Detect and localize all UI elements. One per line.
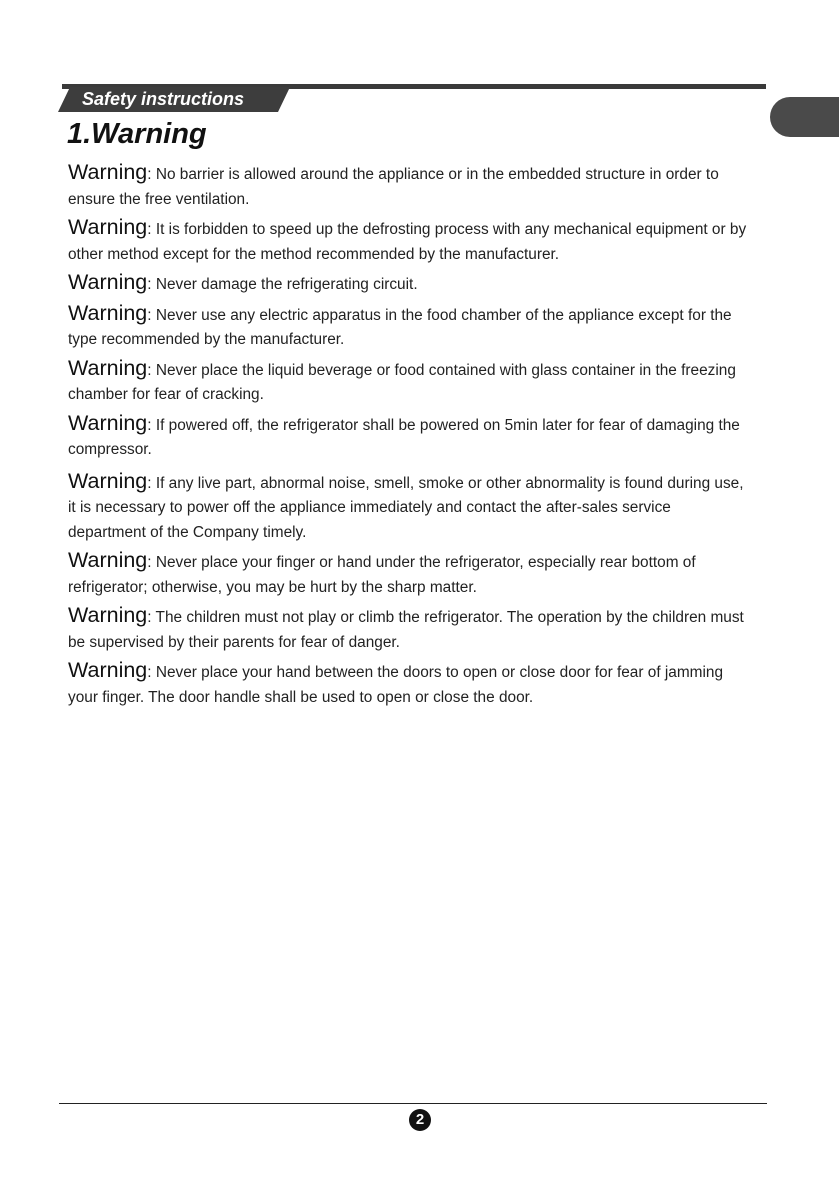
warning-separator: : bbox=[147, 416, 156, 434]
warning-label: Warning bbox=[68, 270, 148, 294]
warning-item bbox=[68, 160, 748, 212]
side-thumb-tab bbox=[770, 97, 839, 137]
warning-text: If powered off, the refrigerator shall be powered on 5min later for fear of damaging the compressor. bbox=[68, 416, 740, 458]
warning-separator: : bbox=[147, 664, 156, 681]
warning-label: Warning bbox=[68, 468, 148, 493]
warning-item bbox=[68, 603, 748, 655]
warning-text: Never use any electric apparatus in the food chamber of the appliance except for the type recommended by the manufacturer. bbox=[68, 306, 732, 348]
warning-label: Warning bbox=[68, 548, 148, 572]
warning-separator: : bbox=[147, 474, 156, 492]
warning-separator: : bbox=[147, 166, 156, 183]
page-title: 1.Warning bbox=[67, 118, 207, 150]
warning-item bbox=[68, 548, 748, 600]
warning-separator: : bbox=[147, 276, 156, 293]
warning-item bbox=[68, 270, 748, 298]
warning-text: No barrier is allowed around the appliance or in the embedded structure in order to ensure the free ventilation. bbox=[68, 166, 719, 208]
page-number: 2 bbox=[409, 1109, 431, 1131]
warning-item bbox=[68, 469, 748, 546]
warning-label: Warning bbox=[68, 355, 148, 380]
warning-text: The children must not play or climb the refrigerator. The operation by the children must be supervised by their parents for fear of danger. bbox=[68, 609, 744, 651]
warning-item bbox=[68, 411, 748, 463]
warning-text: Never place the liquid beverage or food contained with glass container in the freezing chamber for fear of cracking. bbox=[68, 361, 736, 403]
warning-label: Warning bbox=[68, 410, 148, 435]
warning-label: Warning bbox=[68, 300, 148, 325]
warning-separator: : bbox=[147, 361, 156, 379]
warning-item bbox=[68, 356, 748, 408]
footer-rule bbox=[59, 1103, 767, 1104]
warning-item bbox=[68, 301, 748, 353]
warning-label: Warning bbox=[68, 603, 148, 627]
warning-text: Never damage the refrigerating circuit. bbox=[155, 276, 418, 293]
warning-separator: : bbox=[147, 609, 156, 626]
warning-item bbox=[68, 658, 748, 710]
warning-separator: : bbox=[147, 221, 156, 238]
warning-label: Warning bbox=[68, 215, 148, 239]
warning-list bbox=[68, 160, 748, 713]
warning-label: Warning bbox=[68, 160, 148, 184]
warning-text: Never place your hand between the doors to open or close door for fear of jamming your finger. The door handle shall be used to open or close the door. bbox=[68, 664, 724, 706]
warning-text: If any live part, abnormal noise, smell, smoke or other abnormality is found during use, it is necessary to power off the appliance immediately and contact the after-sales service department of the Company timely. bbox=[68, 474, 744, 541]
warning-text: Never place your finger or hand under the refrigerator, especially rear bottom of refrigerator; otherwise, you may be hurt by the sharp matter. bbox=[68, 554, 696, 596]
warning-separator: : bbox=[147, 306, 156, 324]
section-label: Safety instructions bbox=[82, 89, 245, 109]
warning-label: Warning bbox=[68, 658, 148, 682]
warning-text: It is forbidden to speed up the defrosting process with any mechanical equipment or by other method except for the method recommended by the manufacturer. bbox=[68, 221, 747, 263]
warning-item bbox=[68, 215, 748, 267]
warning-separator: : bbox=[147, 554, 156, 571]
